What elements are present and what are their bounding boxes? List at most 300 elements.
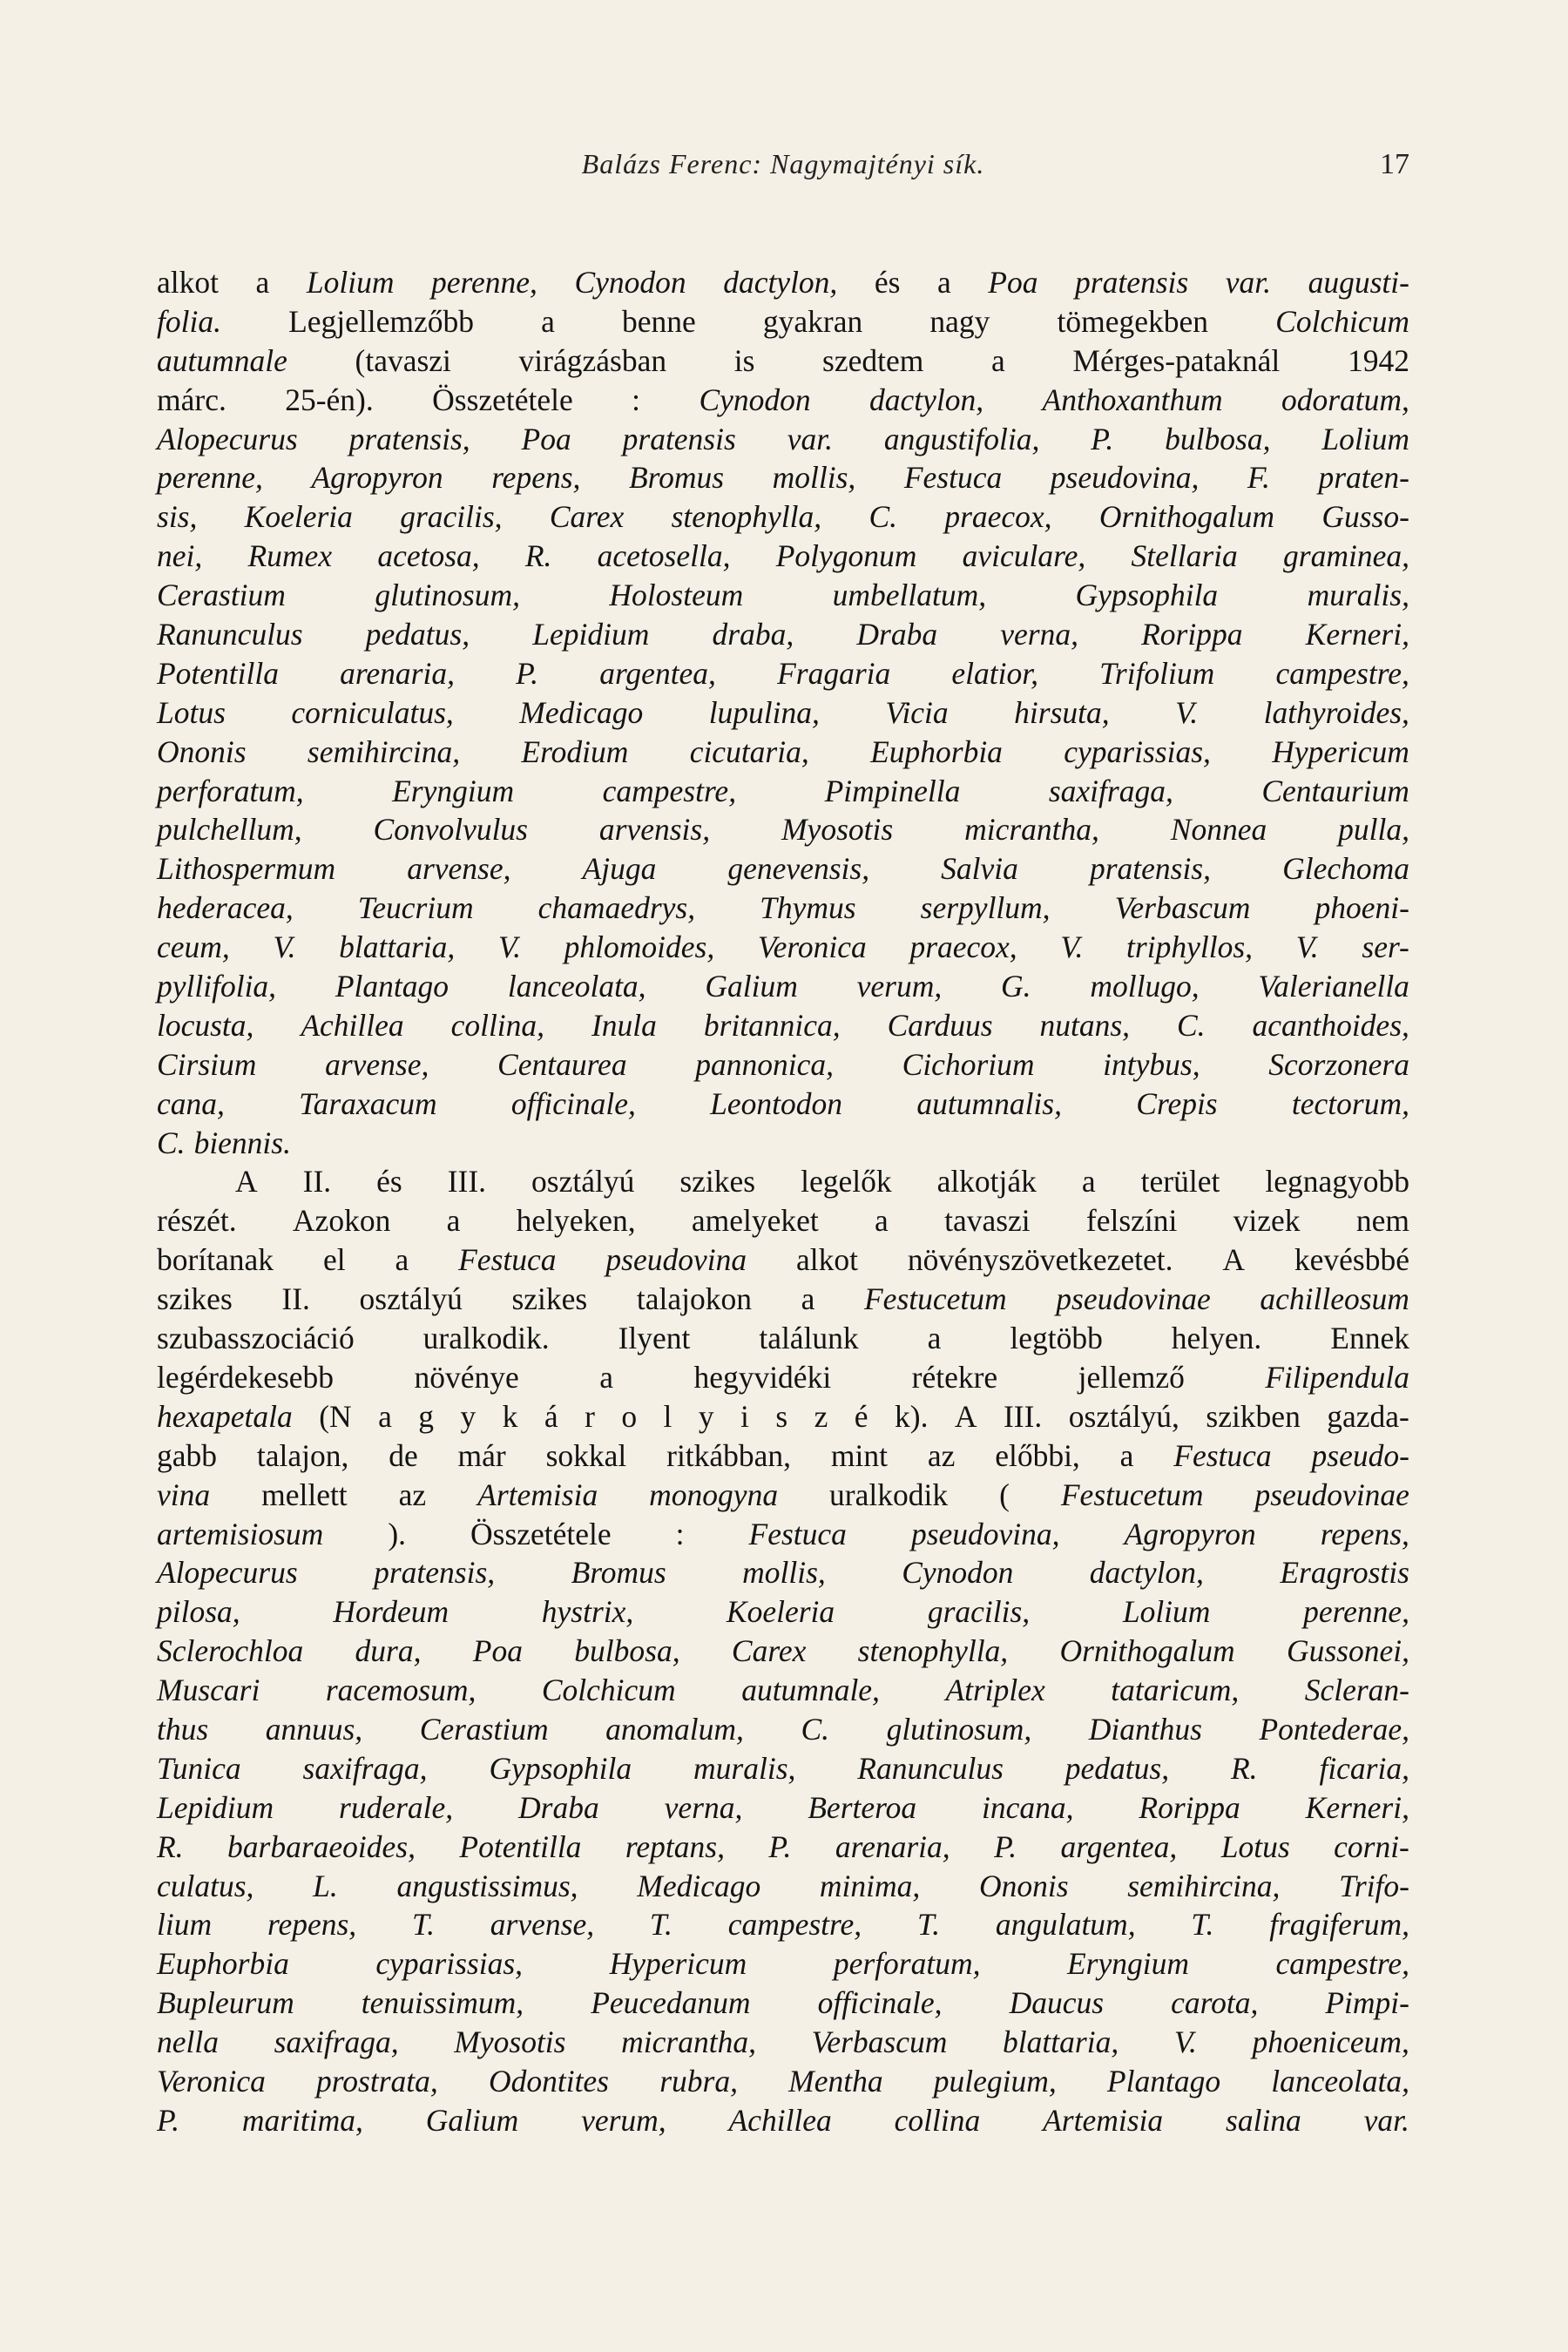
- word: r: [585, 1398, 595, 1434]
- word: blattaria,: [339, 929, 456, 965]
- running-title: Balázs Ferenc: Nagymajtényi sík.: [581, 148, 985, 179]
- text-line: [157, 1085, 1409, 1124]
- word: a: [599, 1359, 613, 1395]
- word: campestre,: [727, 1907, 862, 1943]
- text-line: [157, 733, 1409, 772]
- word: annuus,: [265, 1711, 363, 1747]
- word: Lolium: [306, 265, 395, 300]
- word: Carex: [549, 499, 625, 535]
- word: (tavaszi: [355, 342, 451, 378]
- word: autumnalis,: [916, 1085, 1062, 1121]
- text-line: [157, 928, 1409, 967]
- word: C.: [1176, 1007, 1206, 1043]
- word: a: [395, 1242, 409, 1278]
- word: praecox,: [909, 929, 1017, 965]
- word: fragiferum,: [1269, 1907, 1409, 1943]
- word: Tunica: [157, 1750, 241, 1786]
- word: prostrata,: [316, 2063, 438, 2099]
- word: Ornithogalum: [1059, 1633, 1235, 1669]
- word: Festuca: [903, 460, 1003, 496]
- word: intybus,: [1103, 1046, 1200, 1082]
- text-line: [157, 302, 1409, 341]
- word: Plantago: [335, 969, 449, 1004]
- word: a: [875, 1203, 889, 1239]
- word: arenaria,: [340, 655, 455, 691]
- word: P.: [157, 2102, 179, 2138]
- word: z: [814, 1398, 828, 1434]
- word: borítanak: [157, 1242, 274, 1278]
- word: pannonica,: [695, 1046, 834, 1082]
- word: cana,: [157, 1085, 225, 1121]
- word: campestre,: [602, 773, 737, 808]
- word: Carex: [731, 1633, 807, 1669]
- word: a: [991, 342, 1005, 378]
- word: tectorum,: [1291, 1085, 1409, 1121]
- word: Poa: [472, 1633, 523, 1669]
- word: Eryngium: [1066, 1946, 1189, 1982]
- word: ritkábban,: [666, 1437, 792, 1473]
- word: növényszövetkezetet.: [907, 1242, 1173, 1278]
- word: osztályú,: [1068, 1398, 1179, 1434]
- word: praecox,: [944, 499, 1052, 535]
- word: találunk: [759, 1321, 859, 1356]
- word: pulla,: [1338, 812, 1409, 848]
- word: Myosotis: [454, 2024, 566, 2060]
- word: helyeken,: [516, 1203, 636, 1239]
- word: k: [502, 1398, 518, 1434]
- word: T.: [1191, 1907, 1214, 1943]
- word: Leontodon: [710, 1085, 843, 1121]
- word: Artemisia: [1043, 2102, 1164, 2138]
- word: glutinosum,: [886, 1711, 1032, 1747]
- word: dactylon,: [723, 265, 838, 300]
- word: mollis,: [742, 1555, 826, 1591]
- word: Lotus: [1220, 1828, 1290, 1864]
- word: F.: [1247, 460, 1270, 496]
- word: blattaria,: [1003, 2024, 1119, 2060]
- word: cicutaria,: [689, 733, 809, 769]
- word: nei,: [157, 538, 203, 574]
- word: phoeni-: [1315, 890, 1409, 926]
- word: már: [457, 1437, 506, 1473]
- text-line: [157, 1788, 1409, 1828]
- word: achilleosum: [1260, 1281, 1409, 1317]
- word: micrantha,: [621, 2024, 756, 2060]
- word: a: [446, 1203, 461, 1239]
- word: Cynodon: [699, 382, 811, 417]
- word: Gypsophila: [1075, 578, 1219, 613]
- word: pratensis,: [348, 421, 470, 456]
- word: Lolium: [1321, 421, 1409, 456]
- word: pyllifolia,: [157, 969, 277, 1004]
- word: szikes: [157, 1281, 233, 1317]
- word: Euphorbia: [157, 1946, 289, 1982]
- word: Ajuga: [582, 851, 657, 887]
- word: és: [874, 265, 901, 300]
- text-line: [157, 1828, 1409, 1867]
- word: Medicago: [637, 1868, 761, 1903]
- text-line: [157, 1671, 1409, 1710]
- running-head: [157, 148, 1409, 192]
- word: glutinosum,: [375, 578, 520, 613]
- word: angustissimus,: [396, 1868, 578, 1903]
- word: Koeleria: [244, 499, 353, 535]
- word: corni-: [1334, 1828, 1409, 1864]
- word: micrantha,: [964, 812, 1099, 848]
- word: rétekre: [911, 1359, 998, 1395]
- word: Inula: [591, 1007, 657, 1043]
- word: A: [954, 1398, 977, 1434]
- word: argentea,: [599, 655, 716, 691]
- text-line: [157, 1045, 1409, 1085]
- text-line: [157, 772, 1409, 811]
- word: pulegium,: [933, 2063, 1057, 2099]
- word: Vicia: [885, 694, 949, 730]
- word: Colchicum: [1275, 303, 1409, 339]
- word: Centaurium: [1261, 773, 1409, 808]
- word: monogyna: [649, 1477, 779, 1512]
- word: officinale,: [510, 1085, 636, 1121]
- word: locusta,: [157, 1007, 254, 1043]
- word: culatus,: [157, 1868, 254, 1903]
- word: phoeniceum,: [1252, 2024, 1409, 2060]
- text-line: [157, 1984, 1409, 2023]
- word: elatior,: [951, 655, 1038, 691]
- text-line: [157, 341, 1409, 381]
- word: serpyllum,: [920, 890, 1051, 926]
- word: V.: [1060, 929, 1084, 965]
- word: gracilis,: [927, 1594, 1031, 1630]
- text-line: [157, 1592, 1409, 1632]
- word: pratensis: [1075, 265, 1189, 300]
- word: Cichorium: [902, 1046, 1035, 1082]
- word: Veronica: [757, 929, 867, 965]
- word: arvensis,: [598, 812, 711, 848]
- word: semihircina,: [1127, 1868, 1281, 1903]
- text-line: [157, 1632, 1409, 1671]
- word: autumnale,: [741, 1673, 880, 1708]
- word: a: [378, 1398, 392, 1434]
- word: 25-én).: [285, 382, 374, 417]
- word: minima,: [819, 1868, 921, 1903]
- word: collina: [894, 2102, 981, 2138]
- word: C.: [157, 1125, 186, 1160]
- word: s: [775, 1398, 788, 1434]
- word: verum,: [856, 969, 943, 1004]
- word: hederacea,: [157, 890, 294, 926]
- word: terület: [1140, 1164, 1220, 1200]
- text-line: [157, 889, 1409, 928]
- word: az: [398, 1477, 427, 1512]
- word: nem: [1355, 1203, 1409, 1239]
- word: Alopecurus: [157, 421, 298, 456]
- text-line: [157, 2062, 1409, 2101]
- word: P.: [516, 655, 539, 691]
- word: repens,: [267, 1907, 357, 1943]
- word: kevésbbé: [1294, 1242, 1409, 1278]
- word: verna,: [1000, 617, 1078, 652]
- word: carota,: [1171, 1985, 1259, 2021]
- word: pseudovina,: [1050, 460, 1200, 496]
- word: jellemző: [1078, 1359, 1185, 1395]
- word: g: [418, 1398, 435, 1434]
- word: lium: [157, 1907, 213, 1943]
- word: talajon,: [256, 1437, 349, 1473]
- word: rubra,: [659, 2063, 738, 2099]
- word: perenne,: [1303, 1594, 1409, 1630]
- text-line: [157, 810, 1409, 849]
- word: pseudovina,: [910, 1516, 1060, 1551]
- word: felszíni: [1085, 1203, 1178, 1239]
- word: semihircina,: [307, 733, 461, 769]
- word: Hypericum: [609, 1946, 747, 1982]
- word: nella: [157, 2024, 219, 2060]
- word: T.: [649, 1907, 672, 1943]
- word: P.: [994, 1828, 1017, 1864]
- word: Ranunculus: [157, 617, 303, 652]
- word: Festuca: [748, 1516, 847, 1551]
- word: Cirsium: [157, 1046, 257, 1082]
- word: Verbascum: [1114, 890, 1251, 926]
- word: ceum,: [157, 929, 230, 965]
- word: Holosteum: [609, 578, 744, 613]
- word: V.: [497, 929, 521, 965]
- word: vizek: [1233, 1203, 1301, 1239]
- word: Thymus: [760, 890, 856, 926]
- word: de: [389, 1437, 418, 1473]
- word: Ennek: [1330, 1321, 1409, 1356]
- word: a: [1119, 1437, 1134, 1473]
- word: legérdekesebb: [157, 1359, 335, 1395]
- word: angustifolia,: [883, 421, 1040, 456]
- text-line: [157, 1867, 1409, 1906]
- word: Carduus: [887, 1007, 993, 1043]
- word: saxifraga,: [274, 2024, 399, 2060]
- word: verum,: [581, 2102, 666, 2138]
- word: tömegekben: [1057, 303, 1209, 339]
- text-line: [157, 1749, 1409, 1788]
- text-line: [157, 1162, 1409, 1201]
- word: Trifolium: [1099, 655, 1215, 691]
- text-line: [157, 537, 1409, 576]
- word: Összetétele: [432, 382, 573, 417]
- word: salina: [1226, 2102, 1301, 2138]
- word: ).: [388, 1516, 407, 1551]
- word: hystrix,: [541, 1594, 634, 1630]
- word: Fragaria: [777, 655, 891, 691]
- word: Bupleurum: [157, 1985, 294, 2021]
- word: hexapetala: [157, 1398, 293, 1434]
- word: C.: [801, 1711, 830, 1747]
- text-line: [157, 1476, 1409, 1515]
- text-line: [157, 1436, 1409, 1476]
- word: Galium: [705, 969, 798, 1004]
- word: Összetétele: [470, 1516, 612, 1551]
- word: Artemisia: [477, 1477, 598, 1512]
- word: uralkodik.: [422, 1321, 550, 1356]
- word: genevensis,: [727, 851, 870, 887]
- word: V.: [273, 929, 296, 965]
- word: gazda-: [1327, 1398, 1409, 1434]
- word: perenne,: [157, 460, 263, 496]
- text-line: [157, 654, 1409, 693]
- word: pratensis: [622, 421, 736, 456]
- word: Nonnea: [1170, 812, 1267, 848]
- word: a: [936, 265, 951, 300]
- word: o: [621, 1398, 638, 1434]
- word: campestre,: [1275, 1946, 1409, 1982]
- word: artemisiosum: [157, 1516, 324, 1551]
- word: y: [460, 1398, 476, 1434]
- word: II.: [281, 1281, 310, 1317]
- word: chamaedrys,: [537, 890, 696, 926]
- word: részét.: [157, 1203, 237, 1239]
- word: á: [544, 1398, 558, 1434]
- word: III.: [1003, 1398, 1043, 1434]
- word: Rumex: [247, 538, 333, 574]
- word: virágzásban: [518, 342, 667, 378]
- word: tataricum,: [1111, 1673, 1240, 1708]
- word: Myosotis: [781, 812, 894, 848]
- word: Pimpinella: [824, 773, 961, 808]
- word: szedtem: [822, 342, 924, 378]
- word: A: [235, 1164, 258, 1200]
- word: triphyllos,: [1126, 929, 1254, 965]
- word: legtöbb: [1010, 1321, 1103, 1356]
- word: Glechoma: [1282, 851, 1409, 887]
- word: Bromus: [628, 460, 725, 496]
- word: Centaurea: [497, 1046, 627, 1082]
- text-line: [157, 1553, 1409, 1592]
- word: repens,: [1320, 1516, 1409, 1551]
- word: Gusso-: [1321, 499, 1409, 535]
- word: Peucedanum: [591, 1985, 751, 2021]
- word: Draba: [518, 1789, 599, 1825]
- word: Rorippa: [1139, 1789, 1240, 1825]
- word: Taraxacum: [299, 1085, 437, 1121]
- word: Bromus: [571, 1555, 666, 1591]
- word: Galium: [425, 2102, 519, 2138]
- text-line: [157, 2023, 1409, 2062]
- word: Hypericum: [1272, 733, 1409, 769]
- word: Dianthus: [1088, 1711, 1202, 1747]
- word: pedatus,: [365, 617, 470, 652]
- word: Valerianella: [1258, 969, 1409, 1004]
- word: alkotják: [936, 1164, 1037, 1200]
- word: l: [663, 1398, 672, 1434]
- word: graminea,: [1283, 538, 1409, 574]
- word: umbellatum,: [832, 578, 987, 613]
- text-line: [157, 381, 1409, 420]
- word: perforatum,: [833, 1946, 981, 1982]
- word: stenophylla,: [671, 499, 822, 535]
- word: Potentilla: [157, 655, 280, 691]
- word: uralkodik: [829, 1477, 949, 1512]
- text-line: [157, 1710, 1409, 1749]
- word: Ilyent: [618, 1321, 691, 1356]
- word: mint: [830, 1437, 888, 1473]
- word: Poa: [521, 421, 571, 456]
- word: muralis,: [1307, 578, 1409, 613]
- text-line: [157, 1280, 1409, 1319]
- word: Achillea: [728, 2102, 832, 2138]
- word: helyen.: [1171, 1321, 1262, 1356]
- word: Lolium: [1122, 1594, 1211, 1630]
- page-number: 17: [1380, 148, 1409, 180]
- word: Euphorbia: [870, 733, 1003, 769]
- word: lanceolata,: [1271, 2063, 1409, 2099]
- text-line: [157, 576, 1409, 615]
- word: verna,: [664, 1789, 743, 1825]
- word: el: [322, 1242, 346, 1278]
- word: Potentilla: [459, 1828, 582, 1864]
- word: Gypsophila: [489, 1750, 632, 1786]
- word: Convolvulus: [373, 812, 528, 848]
- word: nutans,: [1039, 1007, 1131, 1043]
- text-line: [157, 1944, 1409, 1984]
- word: Stellaria: [1131, 538, 1238, 574]
- word: Pontederae,: [1259, 1711, 1409, 1747]
- word: repens,: [491, 460, 581, 496]
- word: perenne,: [431, 265, 537, 300]
- word: Ononis: [157, 733, 247, 769]
- word: Anthoxanthum: [1042, 382, 1223, 417]
- word: lanceolata,: [507, 969, 646, 1004]
- word: Cynodon: [574, 265, 686, 300]
- word: y: [698, 1398, 714, 1434]
- word: Plantago: [1106, 2063, 1221, 2099]
- word: angulatum,: [995, 1907, 1136, 1943]
- word: növénye: [414, 1359, 519, 1395]
- word: var.: [1225, 265, 1272, 300]
- word: Daucus: [1009, 1985, 1105, 2021]
- body-text: [157, 263, 1409, 2140]
- word: reptans,: [625, 1828, 725, 1864]
- word: a: [255, 265, 270, 300]
- word: arvense,: [490, 1907, 595, 1943]
- text-line: [157, 615, 1409, 654]
- word: Eryngium: [392, 773, 515, 808]
- word: biennis.: [193, 1125, 291, 1160]
- text-line: [157, 2101, 1409, 2140]
- word: aviculare,: [962, 538, 1086, 574]
- text-line: [157, 263, 1409, 302]
- word: Kerneri,: [1305, 617, 1409, 652]
- word: hegyvidéki: [693, 1359, 832, 1395]
- word: mollis,: [772, 460, 856, 496]
- word: i: [740, 1398, 749, 1434]
- word: és: [376, 1164, 402, 1200]
- word: Medicago: [519, 694, 644, 730]
- word: Mérges-pataknál: [1072, 342, 1281, 378]
- word: II.: [302, 1164, 332, 1200]
- word: alkot: [796, 1242, 858, 1278]
- word: Teucrium: [357, 890, 474, 926]
- word: acetosa,: [377, 538, 480, 574]
- word: muralis,: [693, 1750, 796, 1786]
- word: amelyeket: [691, 1203, 819, 1239]
- word: Lepidium: [532, 617, 650, 652]
- word: maritima,: [241, 2102, 363, 2138]
- word: Veronica: [157, 2063, 266, 2099]
- text-line: [157, 1240, 1409, 1280]
- word: márc.: [157, 382, 226, 417]
- word: legnagyobb: [1265, 1164, 1409, 1200]
- word: nagy: [929, 303, 990, 339]
- text-line: [157, 1358, 1409, 1397]
- word: P.: [1091, 421, 1114, 456]
- word: Agropyron: [311, 460, 443, 496]
